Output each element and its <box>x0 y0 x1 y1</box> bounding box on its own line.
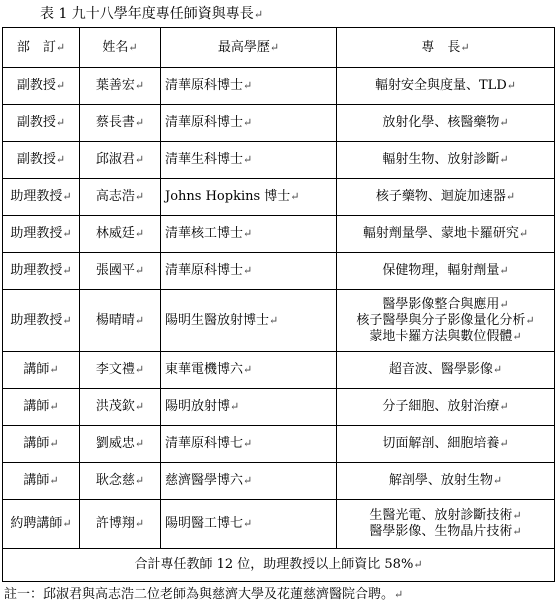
rank-cell: 副教授↵ <box>3 142 80 179</box>
table-row <box>3 105 555 142</box>
specialty-line: 醫學影像、生物晶片技術↵ <box>369 524 522 539</box>
education-cell: 清華核工博士↵ <box>161 216 337 253</box>
specialty-line: 切面解剖、細胞培養↵ <box>382 436 509 451</box>
footnote: 註一：邱淑君與高志浩二位老師為與慈濟大學及花蓮慈濟醫院合聘。↵ <box>4 587 404 602</box>
name-cell: 劉威忠↵ <box>80 426 161 463</box>
specialty-line: 輻射安全與度量、TLD↵ <box>375 78 516 93</box>
rank-cell: 副教授↵ <box>3 105 80 142</box>
header-row <box>3 28 555 68</box>
specialty-line: 醫學影像整合與應用↵ <box>382 296 509 312</box>
rank-cell: 講師↵ <box>3 463 80 500</box>
specialty-line: 解剖學、放射生物↵ <box>388 473 503 488</box>
rank-cell: 講師↵ <box>3 389 80 426</box>
table-body <box>3 68 555 549</box>
rank-cell: 講師↵ <box>3 426 80 463</box>
table-row <box>3 463 555 500</box>
rank-cell: 助理教授↵ <box>3 216 80 253</box>
faculty-table <box>2 27 555 582</box>
education-cell: 清華原科博士↵ <box>161 105 337 142</box>
table-row <box>3 500 555 549</box>
specialty-cell <box>337 352 555 389</box>
name-cell: 耿念慈↵ <box>80 463 161 500</box>
specialty-line: 核子醫學與分子影像量化分析↵ <box>356 312 535 328</box>
name-cell: 洪茂欽↵ <box>80 389 161 426</box>
specialty-cell <box>337 426 555 463</box>
name-cell: 李文禮↵ <box>80 352 161 389</box>
table-row <box>3 290 555 352</box>
education-cell: 清華原科博七↵ <box>161 426 337 463</box>
rank-cell: 助理教授↵ <box>3 253 80 290</box>
header-name: 姓名↵ <box>80 28 161 68</box>
specialty-line: 生醫光電、放射診斷技術↵ <box>369 508 522 523</box>
table-row <box>3 142 555 179</box>
specialty-cell <box>337 142 555 179</box>
rank-cell: 講師↵ <box>3 352 80 389</box>
education-cell: 清華生科博士↵ <box>161 142 337 179</box>
specialty-cell <box>337 68 555 105</box>
specialty-line: 超音波、醫學影像↵ <box>388 362 503 377</box>
table-row <box>3 389 555 426</box>
table-row <box>3 68 555 105</box>
header-specialty: 專 長↵ <box>337 28 555 68</box>
education-cell: 慈濟醫學博六↵ <box>161 463 337 500</box>
specialty-cell <box>337 389 555 426</box>
name-cell: 張國平↵ <box>80 253 161 290</box>
specialty-line: 核子藥物、迴旋加速器↵ <box>375 189 516 204</box>
specialty-cell <box>337 500 555 549</box>
header-education: 最高學歷↵ <box>161 28 337 68</box>
specialty-line: 輻射生物、放射診斷↵ <box>382 152 509 167</box>
table-title: 表 1 九十八學年度專任師資與專長↵ <box>40 6 264 22</box>
table-row <box>3 253 555 290</box>
education-cell: 清華原科博士↵ <box>161 253 337 290</box>
education-cell: 東華電機博六↵ <box>161 352 337 389</box>
education-cell: 陽明放射博↵ <box>161 389 337 426</box>
specialty-cell <box>337 463 555 500</box>
specialty-line: 放射化學、核醫藥物↵ <box>382 115 509 130</box>
rank-cell: 助理教授↵ <box>3 179 80 216</box>
specialty-cell <box>337 105 555 142</box>
education-cell: 陽明醫工博七↵ <box>161 500 337 549</box>
rank-cell: 副教授↵ <box>3 68 80 105</box>
table-row <box>3 216 555 253</box>
rank-cell: 約聘講師↵ <box>3 500 80 549</box>
paragraph-mark: ↵ <box>253 8 264 21</box>
name-cell: 許博翔↵ <box>80 500 161 549</box>
header-rank: 部 訂↵ <box>3 28 80 68</box>
education-cell: Johns Hopkins 博士↵ <box>161 179 337 216</box>
education-cell: 清華原科博士↵ <box>161 68 337 105</box>
table-row <box>3 426 555 463</box>
rank-cell: 助理教授↵ <box>3 290 80 352</box>
name-cell: 楊晴晴↵ <box>80 290 161 352</box>
table-row <box>3 179 555 216</box>
name-cell: 高志浩↵ <box>80 179 161 216</box>
table-row <box>3 352 555 389</box>
name-cell: 邱淑君↵ <box>80 142 161 179</box>
specialty-cell <box>337 290 555 352</box>
specialty-line: 分子細胞、放射治療↵ <box>382 399 509 414</box>
summary-cell: 合計專任教師 12 位，助理教授以上師資比 58%↵ <box>3 549 555 582</box>
summary-row <box>3 549 555 582</box>
name-cell: 葉善宏↵ <box>80 68 161 105</box>
specialty-line: 蒙地卡羅方法與數位假體↵ <box>369 328 522 344</box>
specialty-line: 保健物理，輻射劑量↵ <box>382 263 509 278</box>
name-cell: 林威廷↵ <box>80 216 161 253</box>
education-cell: 陽明生醫放射博士↵ <box>161 290 337 352</box>
specialty-cell <box>337 253 555 290</box>
specialty-cell <box>337 216 555 253</box>
specialty-cell <box>337 179 555 216</box>
specialty-line: 輻射劑量學、蒙地卡羅研究↵ <box>362 226 529 241</box>
name-cell: 蔡長書↵ <box>80 105 161 142</box>
